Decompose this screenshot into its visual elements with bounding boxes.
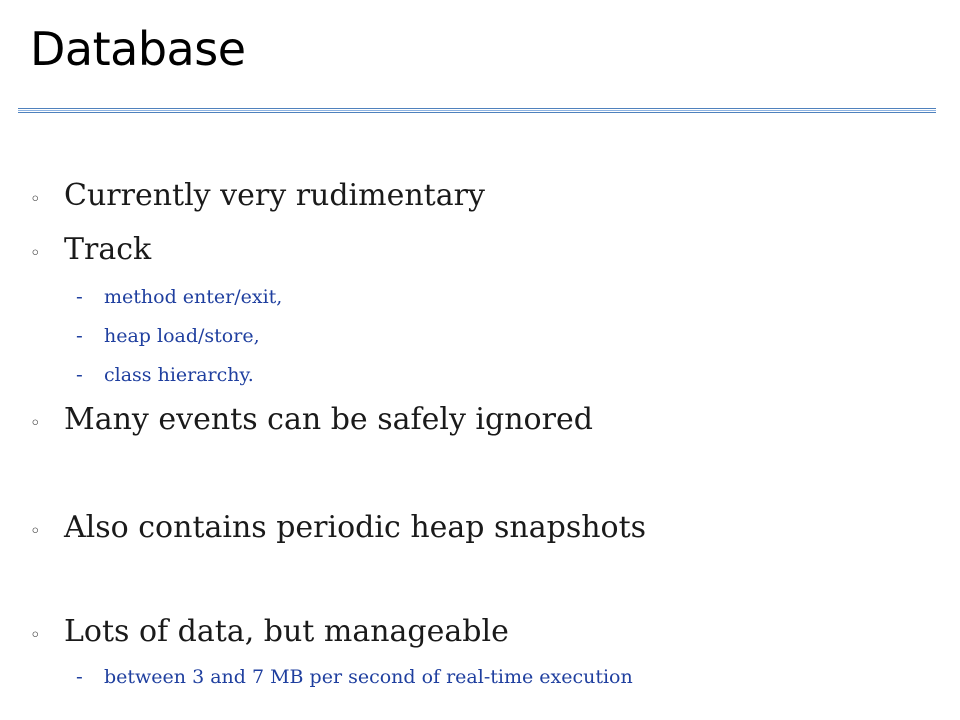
sub-bullet-text: method enter/exit, <box>104 286 283 308</box>
divider-line <box>18 108 936 109</box>
title-divider <box>18 108 936 114</box>
bullet-circle-icon: ◦ <box>30 413 41 434</box>
bullet-item <box>30 232 151 267</box>
dash-icon: - <box>76 362 83 386</box>
sub-bullet-text: heap load/store, <box>104 325 260 347</box>
bullet-text: Many events can be safely ignored <box>64 402 593 437</box>
bullet-circle-icon: ◦ <box>30 243 41 264</box>
sub-bullet-item <box>76 362 254 386</box>
sub-bullet-text: class hierarchy. <box>104 364 254 386</box>
slide-title: Database <box>30 22 246 76</box>
sub-bullet-item <box>76 323 260 347</box>
dash-icon: - <box>76 284 83 308</box>
bullet-circle-icon: ◦ <box>30 521 41 542</box>
sub-bullet-item <box>76 664 633 688</box>
sub-bullet-text: between 3 and 7 MB per second of real-time execution <box>104 666 633 688</box>
bullet-item <box>30 178 485 213</box>
bullet-item <box>30 402 593 437</box>
divider-line <box>18 112 936 113</box>
bullet-item <box>30 510 646 545</box>
bullet-item <box>30 614 509 649</box>
divider-line <box>18 110 936 111</box>
bullet-circle-icon: ◦ <box>30 625 41 646</box>
bullet-text: Lots of data, but manageable <box>64 614 509 649</box>
bullet-text: Currently very rudimentary <box>64 178 485 213</box>
sub-bullet-item <box>76 284 282 308</box>
bullet-circle-icon: ◦ <box>30 189 41 210</box>
bullet-text: Also contains periodic heap snapshots <box>64 510 647 545</box>
dash-icon: - <box>76 323 83 347</box>
dash-icon: - <box>76 664 83 688</box>
bullet-text: Track <box>64 232 152 267</box>
